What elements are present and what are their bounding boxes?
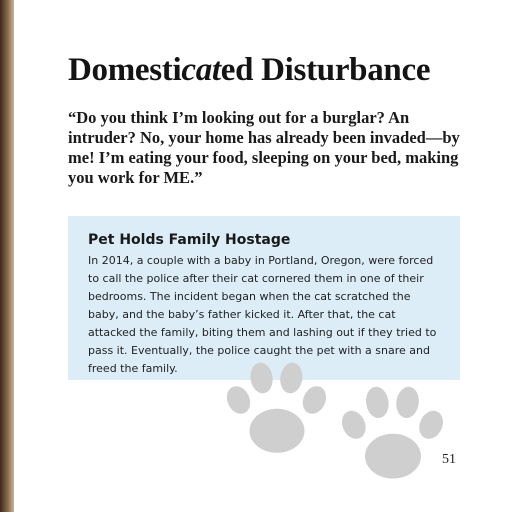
cat-quote: “Do you think I’m looking out for a burglar? An intruder? No, your home has already been invaded—by me! I’m eating your food, sleeping on your bed, making you work for ME.”: [68, 108, 460, 187]
page-number: 51: [442, 452, 456, 467]
title-part-1: Domesti: [68, 52, 182, 88]
title-part-3: ed Disturbance: [220, 52, 431, 88]
title-part-italic: cat: [181, 52, 221, 88]
paw-print-icon: [337, 380, 449, 492]
sidebar-text: In 2014, a couple with a baby in Portland, Oregon, were forced to call the police after their cat cornered them in one of their bedrooms. The incident began when the cat scratched the baby, and the baby’s father kicked it. After that, the cat attacked the family, biting them and lashing out if they tried to pass it. Eventually, the police caught the pet with a snare and freed the family.: [88, 254, 437, 375]
paw-print-icon: [222, 356, 332, 466]
sidebar-heading: Pet Holds Family Hostage: [88, 232, 291, 248]
page-title: [68, 52, 498, 89]
cat-photo-edge: [0, 0, 14, 512]
